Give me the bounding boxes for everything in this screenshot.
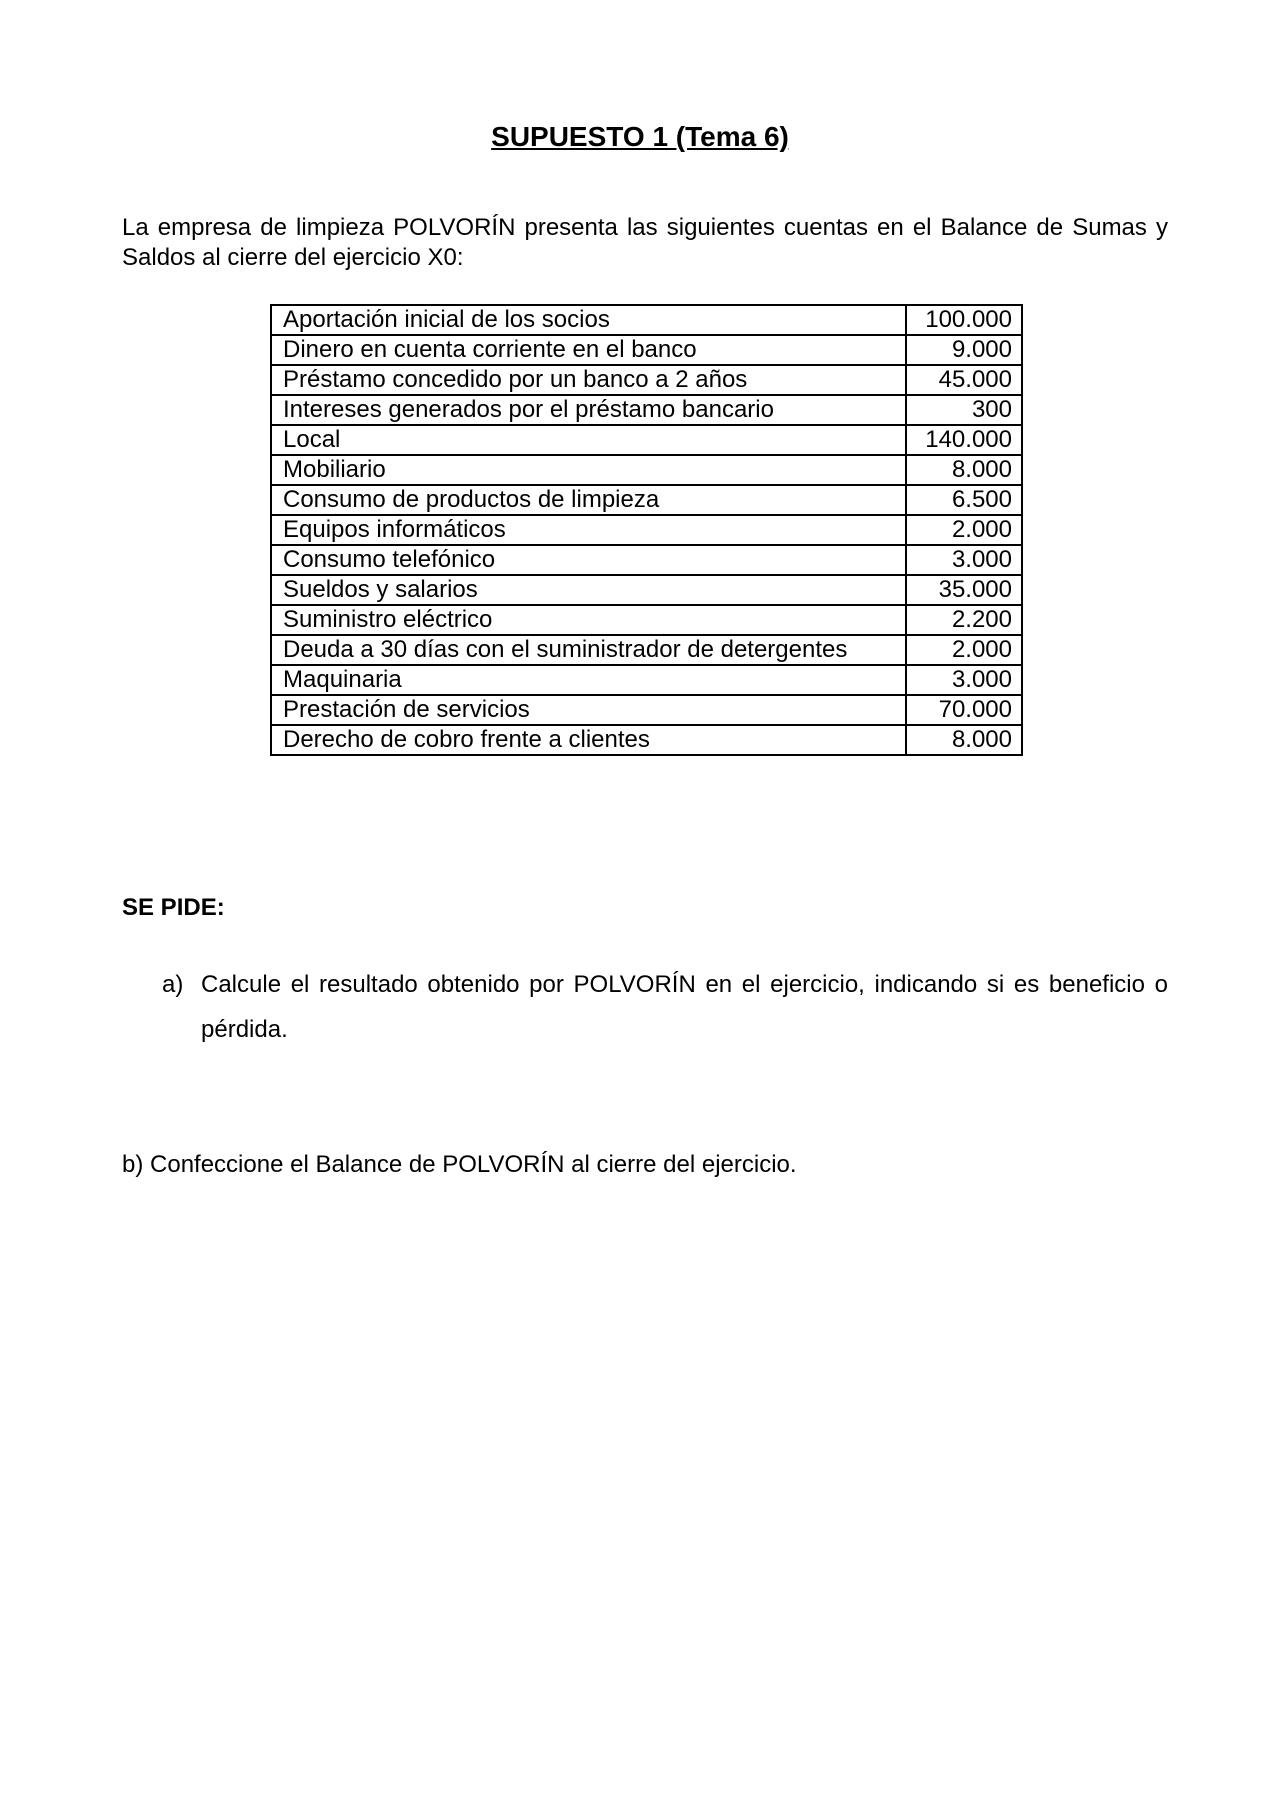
account-concept: Deuda a 30 días con el suministrador de detergentes bbox=[271, 635, 906, 665]
question-a-marker: a) bbox=[162, 971, 184, 998]
accounts-table bbox=[270, 304, 1023, 756]
table-row bbox=[271, 545, 1022, 575]
account-amount: 6.500 bbox=[906, 485, 1022, 515]
account-concept: Mobiliario bbox=[271, 455, 906, 485]
account-amount: 300 bbox=[906, 395, 1022, 425]
request-label: SE PIDE: bbox=[122, 894, 225, 921]
account-amount: 2.200 bbox=[906, 605, 1022, 635]
table-row bbox=[271, 575, 1022, 605]
account-concept: Derecho de cobro frente a clientes bbox=[271, 725, 906, 755]
table-row bbox=[271, 725, 1022, 755]
account-amount: 8.000 bbox=[906, 455, 1022, 485]
account-amount: 8.000 bbox=[906, 725, 1022, 755]
account-concept: Aportación inicial de los socios bbox=[271, 305, 906, 335]
account-amount: 35.000 bbox=[906, 575, 1022, 605]
table-row bbox=[271, 335, 1022, 365]
account-amount: 70.000 bbox=[906, 695, 1022, 725]
table-row bbox=[271, 365, 1022, 395]
table-row bbox=[271, 395, 1022, 425]
account-concept: Maquinaria bbox=[271, 665, 906, 695]
table-row bbox=[271, 635, 1022, 665]
intro-paragraph: La empresa de limpieza POLVORÍN presenta las siguientes cuentas en el Balance de Sumas y Saldos al cierre del ejercicio X0: bbox=[122, 214, 1168, 271]
account-amount: 45.000 bbox=[906, 365, 1022, 395]
account-amount: 9.000 bbox=[906, 335, 1022, 365]
account-amount: 2.000 bbox=[906, 635, 1022, 665]
account-amount: 3.000 bbox=[906, 665, 1022, 695]
question-a bbox=[162, 962, 1168, 1052]
table-row bbox=[271, 425, 1022, 455]
account-concept: Local bbox=[271, 425, 906, 455]
account-concept: Intereses generados por el préstamo bancario bbox=[271, 395, 906, 425]
account-amount: 140.000 bbox=[906, 425, 1022, 455]
question-b: b) Confeccione el Balance de POLVORÍN al cierre del ejercicio. bbox=[122, 1151, 797, 1178]
table-row bbox=[271, 455, 1022, 485]
table-row bbox=[271, 305, 1022, 335]
account-concept: Equipos informáticos bbox=[271, 515, 906, 545]
question-a-text: Calcule el resultado obtenido por POLVORÍN en el ejercicio, indicando si es beneficio o pérdida. bbox=[201, 971, 1168, 1043]
table-row bbox=[271, 665, 1022, 695]
document-title: SUPUESTO 1 (Tema 6) bbox=[491, 121, 789, 152]
table-row bbox=[271, 605, 1022, 635]
account-concept: Dinero en cuenta corriente en el banco bbox=[271, 335, 906, 365]
account-concept: Consumo de productos de limpieza bbox=[271, 485, 906, 515]
account-amount: 100.000 bbox=[906, 305, 1022, 335]
table-row bbox=[271, 515, 1022, 545]
account-amount: 2.000 bbox=[906, 515, 1022, 545]
account-concept: Préstamo concedido por un banco a 2 años bbox=[271, 365, 906, 395]
account-amount: 3.000 bbox=[906, 545, 1022, 575]
table-row bbox=[271, 485, 1022, 515]
account-concept: Sueldos y salarios bbox=[271, 575, 906, 605]
table-row bbox=[271, 695, 1022, 725]
account-concept: Consumo telefónico bbox=[271, 545, 906, 575]
account-concept: Prestación de servicios bbox=[271, 695, 906, 725]
account-concept: Suministro eléctrico bbox=[271, 605, 906, 635]
